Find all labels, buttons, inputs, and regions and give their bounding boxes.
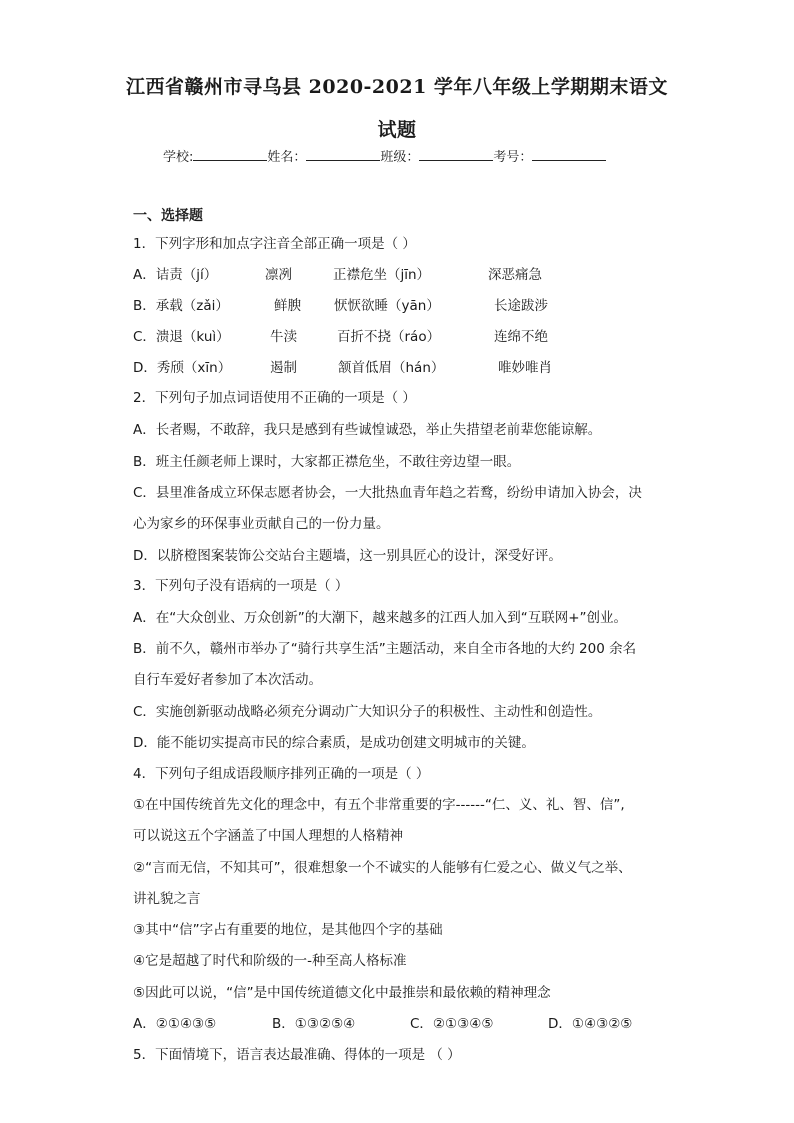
q1-option-a-1: A．诘责（jí） <box>133 267 218 283</box>
q4-sentence-3: ③其中“信”字占有重要的地位，是其他四个字的基础 <box>133 922 443 938</box>
q1-option-d-4: 唯妙唯肖 <box>498 360 552 376</box>
school-blank[interactable] <box>193 148 267 161</box>
q1-option-a-4: 深恶痛急 <box>488 267 542 283</box>
q1-option-c-3: 百折不挠（ráo） <box>337 329 441 345</box>
q4-sentence-4: ④它是超越了时代和阶级的一-种至高人格标准 <box>133 953 407 969</box>
q2-option-b: B．班主任颜老师上课时，大家都正襟危坐，不敢往旁边望一眼。 <box>133 454 521 470</box>
question-4-stem: 4．下列句子组成语段顺序排列正确的一项是（ ） <box>133 766 430 782</box>
section-heading: 一、选择题 <box>133 208 203 224</box>
exam-title-continued: 试题 <box>377 119 417 141</box>
q3-option-d: D．能不能切实提高市民的综合素质，是成功创建文明城市的关键。 <box>133 735 535 751</box>
q4-sentence-1: ①在中国传统首先文化的理念中，有五个非常重要的字------“仁、义、礼、智、信”, <box>133 797 625 813</box>
name-label: 姓名： <box>267 150 307 165</box>
q4-sentence-5: ⑤因此可以说，“信”是中国传统道德文化中最推崇和最依赖的精神理念 <box>133 985 551 1001</box>
q4-option-d: D．①④③②⑤ <box>548 1016 633 1032</box>
q4-sentence-2: ②“言而无信，不知其可”，很难想象一个不诚实的人能够有仁爱之心、做义气之举、 <box>133 860 632 876</box>
q1-option-d-2: 遏制 <box>270 360 297 376</box>
student-info-row <box>163 146 606 165</box>
q2-option-a: A．长者赐，不敢辞，我只是感到有些诚惶诚恐，举止失措望老前辈您能谅解。 <box>133 422 602 438</box>
q4-sentence-2-continued: 讲礼貌之言 <box>133 891 201 907</box>
question-1-stem: 1．下列字形和加点字注音全部正确一项是（ ） <box>133 236 416 252</box>
q2-option-c: C．县里准备成立环保志愿者协会，一大批热血青年趋之若鹜，纷纷申请加入协会，决 <box>133 485 642 501</box>
q3-option-c: C．实施创新驱动战略必须充分调动广大知识分子的积极性、主动性和创造性。 <box>133 704 602 720</box>
q3-option-a: A．在“大众创业、万众创新”的大潮下，越来越多的江西人加入到“互联网+”创业。 <box>133 610 628 626</box>
class-blank[interactable] <box>419 148 493 161</box>
q4-option-a: A．②①④③⑤ <box>133 1016 217 1032</box>
q4-option-c: C．②①③④⑤ <box>410 1016 494 1032</box>
name-blank[interactable] <box>306 148 380 161</box>
q1-option-b-1: B．承载（zǎi） <box>133 298 229 314</box>
q1-option-b-4: 长途跋涉 <box>494 298 548 314</box>
q4-sentence-1-continued: 可以说这五个字涵盖了中国人理想的人格精神 <box>133 828 403 844</box>
q4-option-b: B．①③②⑤④ <box>272 1016 356 1032</box>
number-blank[interactable] <box>532 148 606 161</box>
q1-option-a-2: 凛冽 <box>265 267 292 283</box>
q1-option-a-3: 正襟危坐（jīn） <box>333 267 431 283</box>
q1-option-b-2: 鲜腴 <box>274 298 301 314</box>
question-3-stem: 3．下列句子没有语病的一项是（ ） <box>133 578 349 594</box>
question-2-stem: 2．下列句子加点词语使用不正确的一项是（ ） <box>133 390 416 406</box>
q1-option-c-1: C．溃退（kuì） <box>133 329 230 345</box>
q2-option-d: D．以脐橙图案装饰公交站台主题墙，这一别具匠心的设计，深受好评。 <box>133 548 562 564</box>
q1-option-c-4: 连绵不绝 <box>494 329 548 345</box>
q1-option-b-3: 恹恹欲睡（yān） <box>334 298 440 314</box>
q1-option-d-3: 颔首低眉（hán） <box>338 360 445 376</box>
q3-option-b: B．前不久，赣州市举办了“骑行共享生活”主题活动，来自全市各地的大约 200 余名 <box>133 641 637 657</box>
number-label: 考号： <box>493 150 533 165</box>
class-label: 班级： <box>380 150 420 165</box>
q2-option-c-continued: 心为家乡的环保事业贡献自己的一份力量。 <box>133 516 390 532</box>
exam-title: 江西省赣州市寻乌县 2020-2021 学年八年级上学期期末语文 <box>126 76 668 98</box>
question-5-stem: 5．下面情境下，语言表达最准确、得体的一项是 （ ） <box>133 1047 461 1063</box>
q1-option-c-2: 牛渎 <box>270 329 297 345</box>
q3-option-b-continued: 自行车爱好者参加了本次活动。 <box>133 672 322 688</box>
school-label: 学校: <box>163 150 194 165</box>
q1-option-d-1: D．秀颀（xīn） <box>133 360 232 376</box>
